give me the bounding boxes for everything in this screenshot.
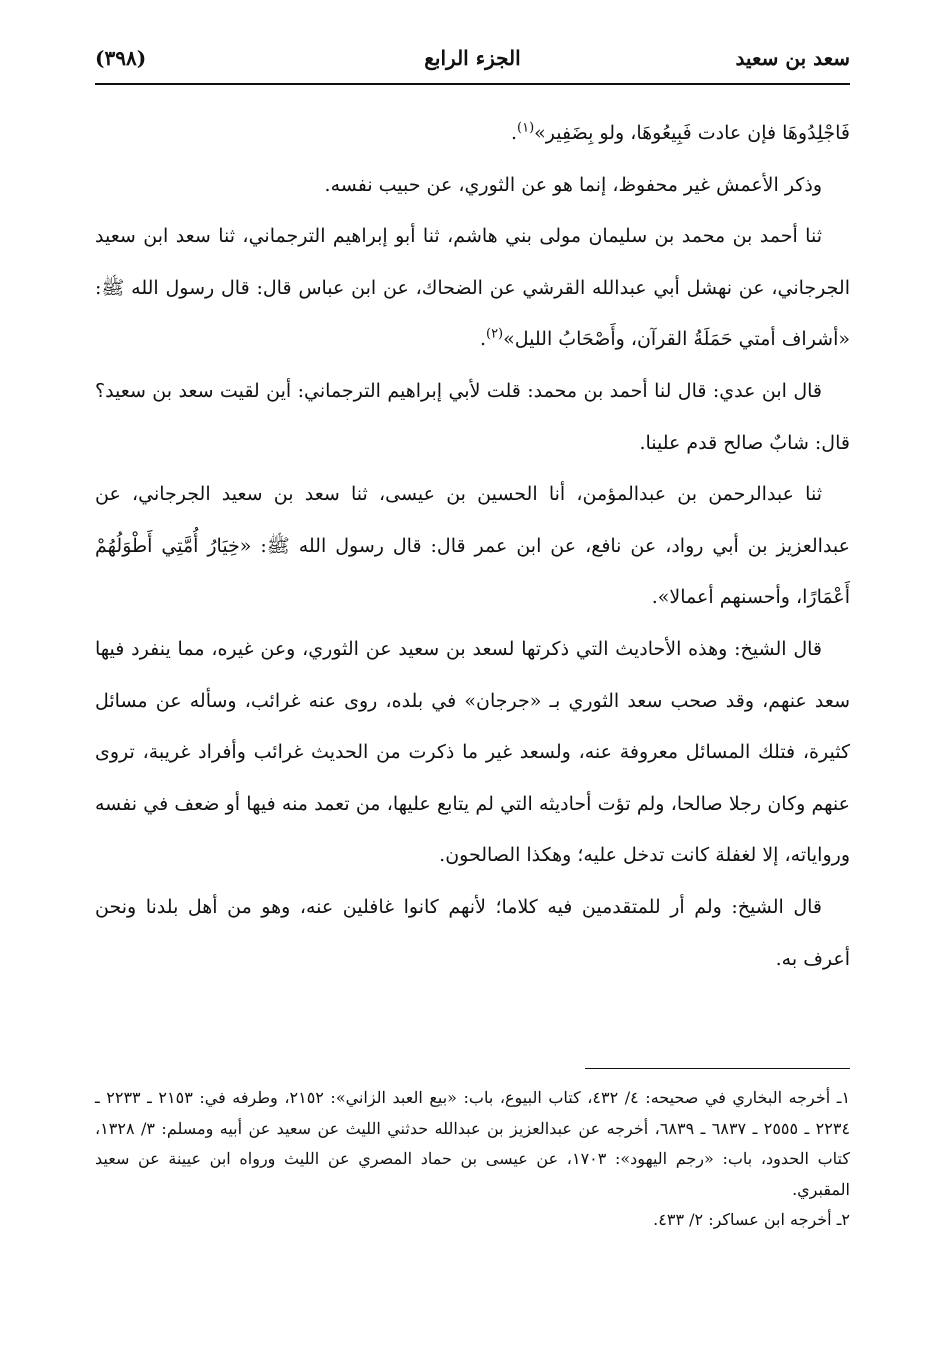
main-text xyxy=(95,108,850,985)
page-number: (٣٩٨) xyxy=(95,46,147,70)
footnote-ref: (١) xyxy=(517,120,535,136)
footnote-separator xyxy=(585,1068,850,1069)
paragraph: قال الشيخ: ولم أر للمتقدمين فيه كلاما؛ لأنهم كانوا غافلين عنه، وهو من أهل بلدنا ونحن أعرف به. xyxy=(95,895,850,970)
paragraph: ثنا أحمد بن محمد بن سليمان مولى بني هاشم، ثنا أبو إبراهيم الترجماني، ثنا سعد ابن سعيد الجرجاني، عن نهشل أبي عبدالله القرشي عن الضحاك، عن ابن عباس قال: قال رسول الله ﷺ: «أشراف أمتي حَمَلَةُ القرآن، وأَصْحَابُ الليل»$^{(٢)}$. xyxy=(95,225,850,351)
paragraph: قال الشيخ: وهذه الأحاديث التي ذكرتها لسعد بن سعيد عن الثوري، وعن غيره، مما ينفرد فيها سعد عنهم، وقد صحب سعد الثوري بـ «جرجان» في بلده، روى عنه غرائب، وسأله عن مسائل كثيرة، فتلك المسائل معروفة عنه، ولسعد غير ما ذكرت من الحديث غرائب وأفراد غريبة، تروى عنهم وكان رجلا صالحا، ولم تؤت أحاديثه التي لم يتابع عليها، من تعمد منه فيها أو ضعف في نفسه ورواياته، إلا لغفلة كانت تدخل عليه؛ وهكذا الصالحون. xyxy=(95,637,850,867)
header-rule xyxy=(95,83,850,85)
footnote-ref: (٢) xyxy=(485,327,504,343)
paragraph: ثنا عبدالرحمن بن عبدالمؤمن، أنا الحسين بن عيسى، ثنا سعد بن سعيد الجرجاني، عن عبدالعزيز بن أبي رواد، عن نافع، عن ابن عمر قال: قال رسول الله ﷺ: «خِيَارُ أُمَّتِي أَطْوَلُهُمْ أَعْمَارًا، وأحسنهم أعمالا». xyxy=(95,483,850,609)
footnote: ٢ـ أخرجه ابن عساكر: ٢/ ٤٣٣. xyxy=(653,1210,850,1229)
part-title: الجزء الرابع xyxy=(424,46,521,70)
paragraph: وذكر الأعمش غير محفوظ، إنما هو عن الثوري، عن حبيب نفسه. xyxy=(324,173,822,196)
paragraph: فَاجْلِدُوهَا فإن عادت فَبِيعُوهَا، ولو بِضَفِير»$^{(١)}$. xyxy=(510,120,850,144)
footnote: ١ـ أخرجه البخاري في صحيحه: ٤/ ٤٣٢، كتاب البيوع، باب: «بيع العبد الزاني»: ٢١٥٢، وطرفه في: ٢١٥٣ ـ ٢٢٣٣ ـ ٢٢٣٤ ـ ٢٥٥٥ ـ ٦٨٣٧ ـ ٦٨٣٩، أخرجه عن عبدالعزيز بن عبدالله حدثني الليث عن سعيد عن أبيه ومسلم: ٣/ ١٣٢٨، كتاب الحدود، باب: «رجم اليهود»: ١٧٠٣، عن عيسى بن حماد المصري عن الليث ورواه ابن عيينة عن سعيد المقبري. xyxy=(95,1088,851,1199)
running-header xyxy=(95,38,850,78)
paragraph: قال ابن عدي: قال لنا أحمد بن محمد: قلت لأبي إبراهيم الترجماني: أين لقيت سعد بن سعيد؟ قال: شابٌ صالح قدم علينا. xyxy=(95,379,850,454)
entry-title: سعد بن سعيد xyxy=(735,46,850,70)
footnotes xyxy=(95,1083,850,1236)
